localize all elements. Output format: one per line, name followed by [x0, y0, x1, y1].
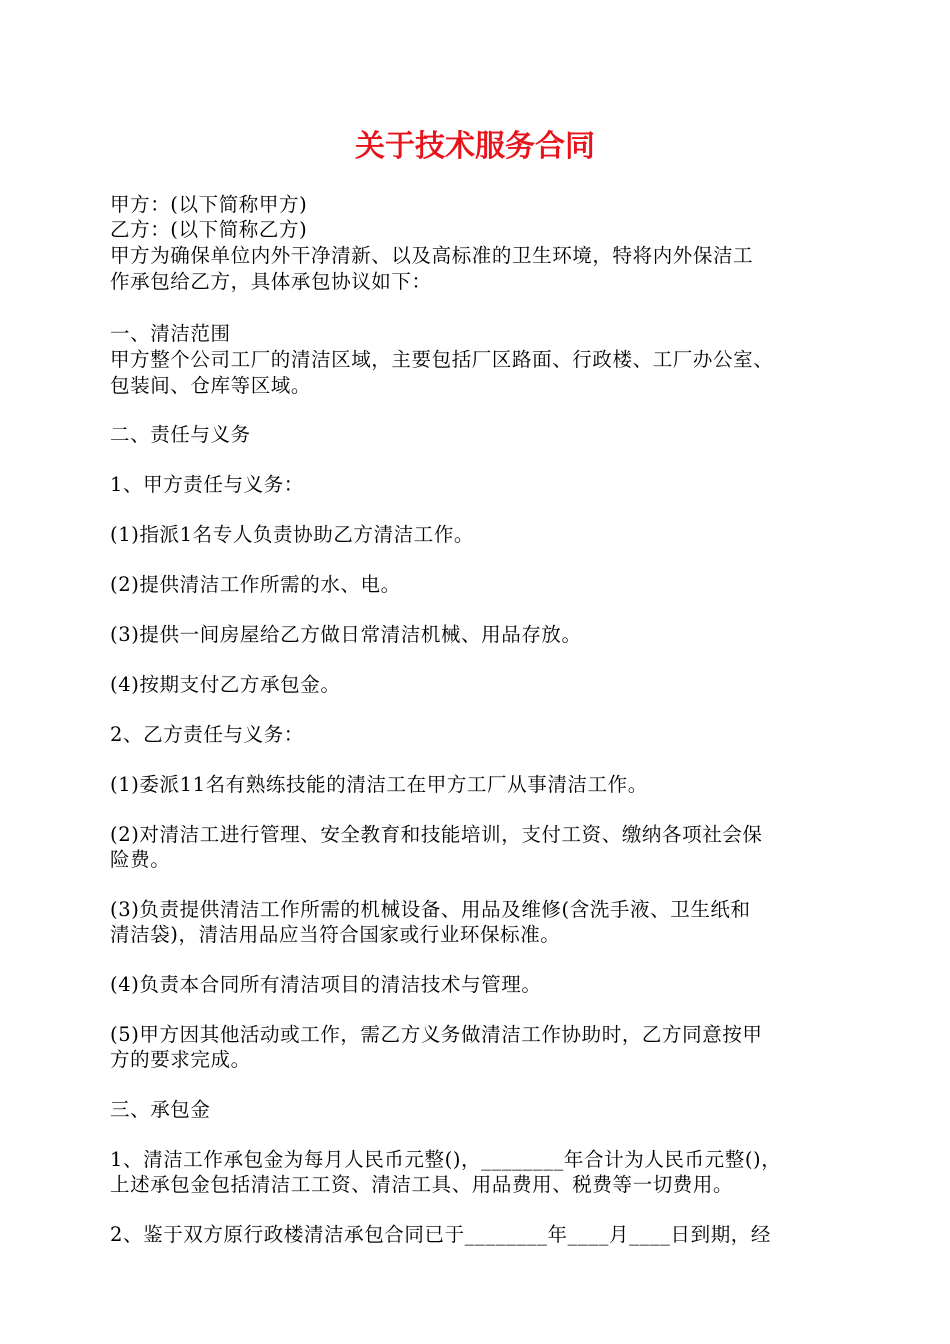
text-line: 乙方：(以下简称乙方)	[110, 218, 308, 241]
list-item-continued: 方的要求完成。	[110, 1048, 251, 1071]
list-item-continued: 险费。	[110, 848, 171, 871]
list-item: (4)负责本合同所有清洁项目的清洁技术与管理。	[110, 973, 542, 996]
list-item-continued: 清洁袋)，清洁用品应当符合国家或行业环保标准。	[110, 923, 561, 946]
list-item: (1)指派1名专人负责协助乙方清洁工作。	[110, 523, 475, 546]
list-item: (3)提供一间房屋给乙方做日常清洁机械、用品存放。	[110, 623, 582, 646]
text-line: 上述承包金包括清洁工工资、清洁工具、用品费用、税费等一切费用。	[110, 1173, 734, 1196]
text-line: 甲方：(以下简称甲方)	[110, 193, 308, 216]
section-heading: 一、清洁范围	[110, 322, 231, 345]
list-item: (2)提供清洁工作所需的水、电。	[110, 573, 401, 596]
section-heading: 二、责任与义务	[110, 423, 251, 446]
list-item: (2)对清洁工进行管理、安全教育和技能培训，支付工资、缴纳各项社会保	[110, 823, 763, 846]
document-title: 关于技术服务合同	[355, 129, 595, 164]
list-item: (1)委派11名有熟练技能的清洁工在甲方工厂从事清洁工作。	[110, 773, 648, 796]
subsection-heading: 2、乙方责任与义务：	[110, 723, 304, 746]
section-heading: 三、承包金	[110, 1098, 211, 1121]
text-line: 2、鉴于双方原行政楼清洁承包合同已于________年____月____日到期，经	[110, 1223, 772, 1246]
text-line: 1、清洁工作承包金为每月人民币元整()，________年合计为人民币元整()，	[110, 1148, 782, 1171]
list-item: (5)甲方因其他活动或工作，需乙方义务做清洁工作协助时，乙方同意按甲	[110, 1023, 763, 1046]
list-item: (4)按期支付乙方承包金。	[110, 673, 341, 696]
text-line: 包装间、仓库等区域。	[110, 374, 312, 397]
subsection-heading: 1、甲方责任与义务：	[110, 473, 304, 496]
text-line: 甲方为确保单位内外干净清新、以及高标准的卫生环境，特将内外保洁工	[110, 244, 754, 267]
text-line: 甲方整个公司工厂的清洁区域，主要包括厂区路面、行政楼、工厂办公室、	[110, 348, 774, 371]
list-item: (3)负责提供清洁工作所需的机械设备、用品及维修(含洗手液、卫生纸和	[110, 898, 751, 921]
text-line: 作承包给乙方，具体承包协议如下：	[110, 270, 432, 293]
